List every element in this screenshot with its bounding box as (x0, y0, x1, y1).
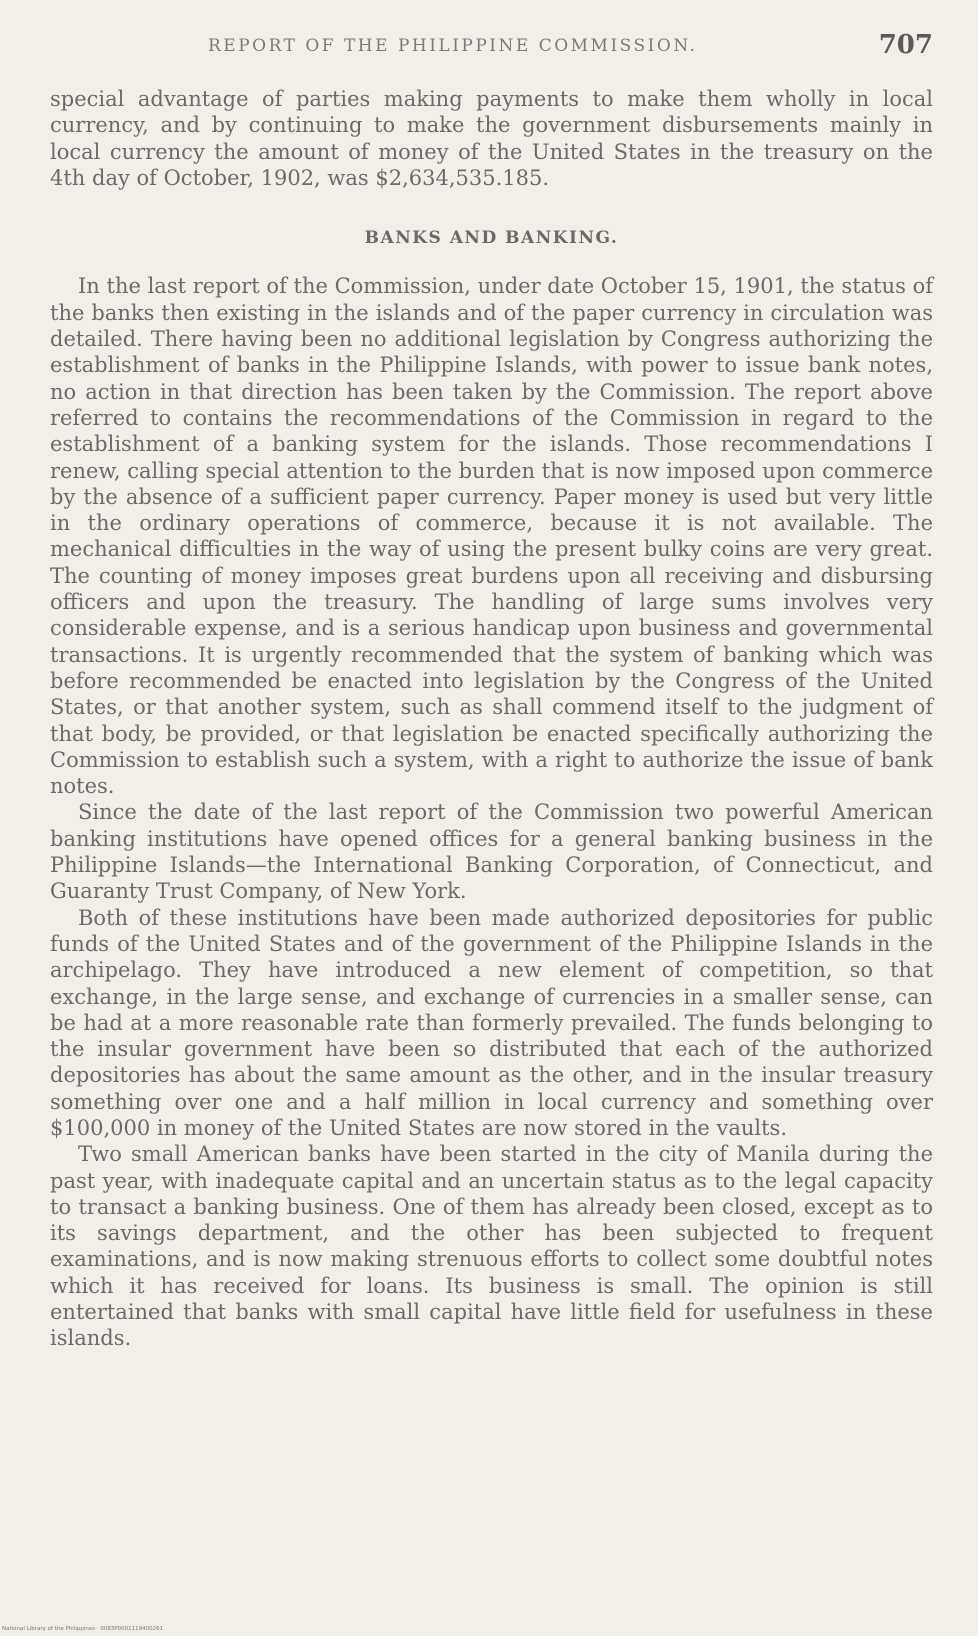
opening-paragraph: special advantage of parties making payments to make them wholly in local currency, and by continuing to make the government disbursements mainly in local currency the amount of money of the United States in the treasury on the 4th day of October, 1902, was $2,634,535.185. (50, 87, 933, 190)
running-head (90, 30, 933, 70)
paragraph-1: In the last report of the Commission, under date October 15, 1901, the status of the banks then existing in the islands and of the paper currency in circulation was detailed. There having been no additional legislation by Congress authorizing the establishment of banks in the Philippine Islands, with power to issue bank notes, no action in that direction has been taken by the Commission. The report above referred to contains the recommendations of the Commission in regard to the establishment of a banking system for the islands. Those recommendations I renew, calling special attention to the burden that is now imposed upon commerce by the absence of a sufficient paper currency. Paper money is used but very little in the ordinary operations of commerce, because it is not available. The mechanical difficulties in the way of using the present bulky coins are very great. The counting of money imposes great burdens upon all receiving and disbursing officers and upon the treasury. The handling of large sums involves very considerable expense, and is a serious handicap upon business and governmental transactions. It is urgently recommended that the system of banking which was before recommended be enacted into legislation by the Congress of the United States, or that another system, such as shall commend itself to the judgment of that body, be provided, or that legislation be enacted specifically authorizing the Commission to establish such a system, with a right to authorize the issue of bank notes. (50, 274, 933, 799)
page-number: 707 (878, 30, 933, 60)
running-title: REPORT OF THE PHILIPPINE COMMISSION. (208, 36, 698, 56)
paragraph-4: Two small American banks have been started in the city of Manila during the past year, with inadequate capital and an uncertain status as to the legal capacity to transact a banking business. One of them has already been closed, except as to its savings department, and the other has been subjected to frequent examinations, and is now making strenuous efforts to collect some doubtful notes which it has received for loans. Its business is small. The opinion is still entertained that banks with small capital have little field for usefulness in these islands. (50, 1142, 933, 1351)
footer-credit: National Library of the Philippines · 0083P0001119400261 (2, 1626, 164, 1632)
section-heading: BANKS AND BANKING. (364, 228, 619, 249)
paragraph-3: Both of these institutions have been made authorized depositories for public funds of the United States and of the government of the Philippine Islands in the archipelago. They have introduced a new element of competition, so that exchange, in the large sense, and exchange of currencies in a smaller sense, can be had at a more reasonable rate than formerly prevailed. The funds belonging to the insular government have been so distributed that each of the authorized depositories has about the same amount as the other, and in the insular treasury something over one and a half million in local currency and something over $100,000 in money of the United States are now stored in the vaults. (50, 905, 933, 1140)
body-text (50, 86, 933, 1352)
paragraph-2: Since the date of the last report of the Commission two powerful American banking institutions have opened offices for a general banking business in the Philippine Islands—the International Banking Corporation, of Connecticut, and Guaranty Trust Company, of New York. (50, 800, 933, 904)
